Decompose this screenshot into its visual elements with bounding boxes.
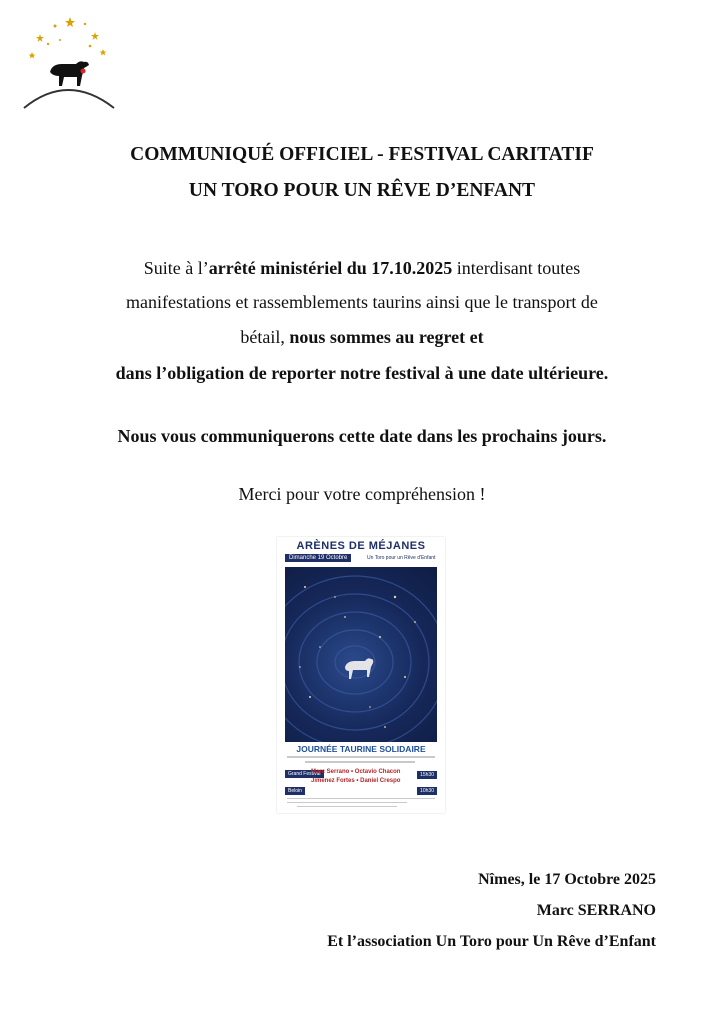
poster-journee: JOURNÉE TAURINE SOLIDAIRE [296, 744, 426, 754]
poster-footer [277, 742, 445, 813]
text-run: Suite à l’ [143, 258, 209, 278]
paragraph-1-line-2: manifestations et rassemblements taurins ainsi que le transport de [126, 292, 598, 312]
poster-title: ARÈNES DE MÉJANES [296, 540, 426, 552]
paragraph-1-line-1 [0, 258, 724, 279]
paragraph-1-line-4: dans l’obligation de reporter notre festival à une date ultérieure. [115, 363, 609, 383]
poster-divider [287, 756, 435, 758]
star-icon [91, 32, 99, 40]
star-icon [65, 17, 75, 27]
association-name: Et l’association Un Toro pour Un Rêve d’Enfant [327, 933, 656, 950]
text-run: bétail, [240, 327, 290, 347]
star-icon [29, 52, 36, 59]
paragraph-3: Merci pour votre compréhension ! [238, 484, 486, 504]
star-icon [36, 34, 44, 42]
association-logo [20, 14, 120, 110]
star-icon [100, 49, 107, 56]
poster-names-line-1: Marc Serrano • Octavio Chacon [311, 769, 401, 775]
poster-time-2: 10h30 [417, 787, 437, 795]
poster-artwork [285, 567, 437, 742]
poster-divider [287, 798, 435, 799]
text-run-bold: nous sommes au regret et [289, 327, 484, 347]
poster-names-line-2: Jimenez Fortes • Daniel Crespo [311, 778, 401, 784]
poster-divider [287, 802, 407, 803]
title-line-2: UN TORO POUR UN RÊVE D’ENFANT [188, 180, 536, 201]
poster-divider [305, 761, 415, 763]
poster-time-1: 15h30 [417, 771, 437, 779]
text-run: interdisant toutes [452, 258, 581, 278]
event-poster [277, 537, 445, 813]
bull-figure-icon [345, 658, 373, 679]
decree-reference: arrêté ministériel du 17.10.2025 [208, 258, 453, 278]
poster-subtitle: Un Toro pour un Rêve d'Enfant [367, 555, 436, 561]
poster-becerrada-tag: Beloin [285, 787, 305, 795]
paragraph-2: Nous vous communiquerons cette date dans les prochains jours. [117, 426, 607, 446]
poster-date: Dimanche 19 Octobre [285, 554, 351, 562]
poster-divider [297, 806, 397, 807]
night-sky-illustration [285, 567, 437, 742]
title-line-1: COMMUNIQUÉ OFFICIEL - FESTIVAL CARITATIF [130, 144, 594, 165]
bull-silhouette-icon [50, 61, 89, 86]
poster-header [277, 537, 445, 567]
signatory-name: Marc SERRANO [536, 902, 656, 919]
place-and-date: Nîmes, le 17 Octobre 2025 [478, 871, 656, 888]
paragraph-1-line-3 [0, 327, 724, 348]
poster-grand-festival-tag: Grand Festival [285, 770, 324, 778]
